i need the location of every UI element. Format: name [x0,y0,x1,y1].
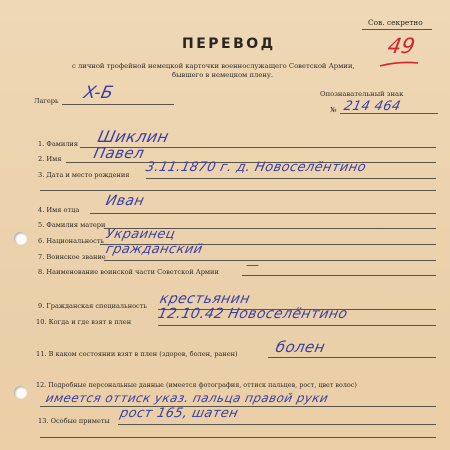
page-number: 49 [385,34,417,58]
field-unit-value: — [244,258,262,273]
camp-label: Лагерь [34,97,59,105]
field-rank-label: 7. Воинское звание [38,253,106,261]
camp-value: X-Б [81,83,116,103]
tag-label: Опознавательный знак [320,90,404,98]
field-unit-line [242,275,436,276]
field-captured-line [158,325,436,326]
field-birth-value: 3.11.1870 г. д. Новоселёнтино [144,160,368,175]
document-subtitle-line2: бывшего в немецком плену. [172,71,274,79]
field-details-label: 12. Подробные персональные данные (имеется фотография, оттиск пальцев, рост, цвет волос) [36,381,357,389]
field-surname-label: 1. Фамилия [38,140,79,148]
field-nationality-value: Украинец [104,227,177,242]
tag-value: 214 464 [342,99,403,114]
field-details-value: имеется оттиск указ. пальца правой руки [44,391,330,405]
document-subtitle-line1: с личной трофейной немецкой карточки военнослужащего Советской Армии, [72,62,355,70]
field-name-label: 2. Имя [38,155,62,163]
tag-number-sign: № [330,106,337,114]
field-condition-line [268,357,436,358]
field-birth-line [146,178,436,179]
field-rank-value: гражданский [104,242,205,257]
bottom-line [40,437,436,438]
field-father-line [90,213,436,214]
field-marks-value: рост 165, шатен [118,406,240,421]
page-number-underline [378,58,422,70]
blank-line [40,190,436,191]
field-father-label: 4. Имя отца [38,206,80,214]
field-nationality-label: 6. Национальность [38,237,105,245]
field-occupation-label: 9. Гражданская специальность [38,302,147,310]
field-mother-label: 5. Фамилия матери [38,221,106,229]
document-title: ПЕРЕВОД [182,36,276,52]
field-condition-label: 11. В каком состоянии взят в плен (здоров, болен, ранен) [36,350,238,358]
field-occupation-value: крестьянин [158,291,252,307]
field-marks-line [118,424,436,425]
secrecy-label: Сов. секретно [368,18,423,27]
field-father-value: Иван [104,193,146,209]
field-birth-label: 3. Дата и место рождения [38,171,130,179]
field-rank-line [104,260,436,261]
field-captured-value: 12.10.42 Новоселёнтино [156,306,350,322]
punch-hole-top [14,232,27,245]
field-condition-value: болен [274,338,327,356]
field-surname-value: Шиклин [95,127,171,146]
field-marks-label: 13. Особые приметы [38,417,110,425]
camp-line [62,104,174,105]
field-captured-label: 10. Когда и где взят в плен [36,318,132,326]
field-unit-label: 8. Наименование воинской части Советской Армии [38,268,219,276]
field-name-value: Павел [92,144,147,162]
punch-hole-bottom [14,386,27,399]
secrecy-underline [362,29,432,30]
